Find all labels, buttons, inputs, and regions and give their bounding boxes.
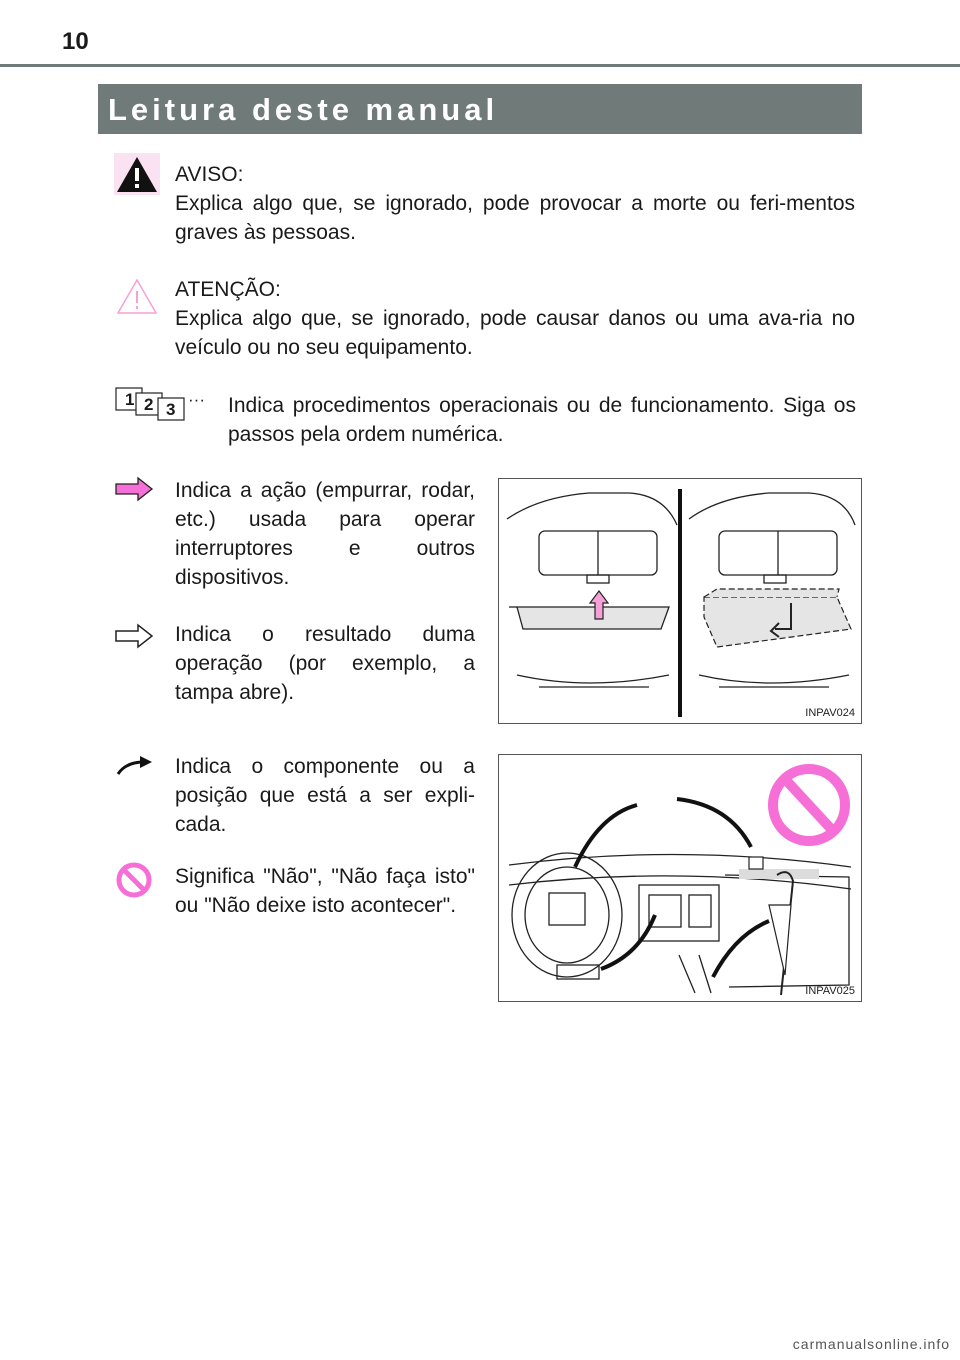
component-text: Indica o componente ou a posição que está a ser expli-cada. (175, 755, 475, 836)
aviso-text: Explica algo que, se ignorado, pode provocar a morte ou feri-mentos graves às pessoas. (175, 192, 855, 244)
figure-dashboard (498, 754, 862, 1002)
curved-arrow-icon (114, 754, 154, 776)
step-number-1: 1 (125, 390, 135, 409)
step-dots: ··· (188, 390, 205, 409)
steps-text: Indica procedimentos operacionais ou de funcionamento. Siga os passos pela ordem numérica. (228, 394, 856, 446)
outline-arrow-icon (114, 623, 154, 649)
overhead-console-illustration (499, 479, 861, 723)
top-rule (0, 64, 960, 67)
footer-watermark: carmanualsonline.info (792, 1336, 950, 1352)
atencao-block (175, 275, 855, 362)
action-text: Indica a ação (empurrar, rodar, etc.) usada para operar interruptores e outros dispositivos. (175, 479, 475, 589)
section-title: Leitura deste manual (108, 92, 499, 127)
atencao-title: ATENÇÃO: (175, 278, 281, 301)
aviso-block (175, 160, 855, 247)
prohibition-icon (114, 860, 154, 900)
numbered-steps-icon (114, 386, 214, 422)
atencao-text: Explica algo que, se ignorado, pode causar danos ou uma ava-ria no veículo ou no seu equipamento. (175, 307, 855, 359)
pink-arrow-icon (114, 476, 154, 502)
step-number-3: 3 (166, 400, 176, 419)
figure-overhead-console (498, 478, 862, 724)
prohibition-text: Significa "Não", "Não faça isto" ou "Não deixe isto acontecer". (175, 865, 475, 917)
section-header (98, 84, 862, 134)
aviso-title: AVISO: (175, 163, 244, 186)
figure-2-label: INPAV025 (805, 985, 855, 997)
step-number-2: 2 (144, 395, 154, 414)
dashboard-illustration (499, 755, 861, 1001)
result-text: Indica o resultado duma operação (por exemplo, a tampa abre). (175, 623, 475, 704)
warning-triangle-outline-icon (114, 275, 160, 317)
page-number: 10 (62, 28, 89, 55)
figure-1-label: INPAV024 (805, 707, 855, 719)
warning-triangle-filled-icon (114, 153, 160, 195)
